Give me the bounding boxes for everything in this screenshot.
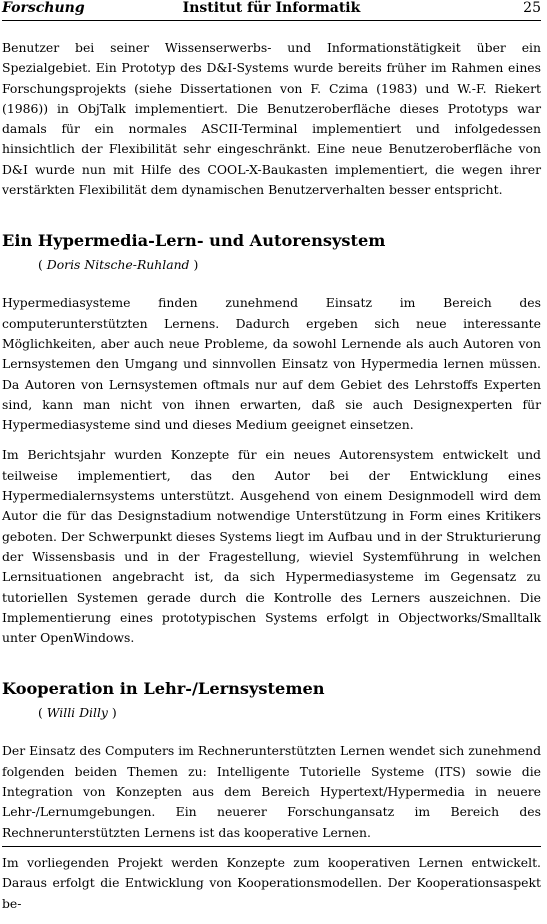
author-name: Willi Dilly (46, 705, 108, 721)
paragraph: Im vorliegenden Projekt werden Konzepte zum kooperativen Lernen entwickelt. Daraus erfolgt die Entwicklung von Kooperationsmodellen. Der Kooperationsaspekt be- (2, 854, 541, 911)
page-body (2, 38, 541, 924)
header-section-label: Forschung (2, 0, 85, 16)
paragraph: Hypermediasysteme finden zunehmend Einsatz im Bereich des computerunterstützten Lernens. Dadurch ergeben sich neue interessante Möglichkeiten, aber auch neue Probleme, da sowohl Lernende als auch Autoren von Lernsystemen den Umgang und sinnvollen Einsatz von Hypermedia lernen müssen. Da Autoren von Lernsystemen oftmals nur auf dem Gebiet des Lehrstoffs Experten sind, kann man nicht von ihnen erwarten, daß sie auch Designexperten für Hypermediasysteme sind und dieses Medium geeignet einsetzen. (2, 295, 541, 433)
page-number: 25 (523, 0, 541, 16)
author-name: Doris Nitsche-Ruhland (46, 257, 190, 273)
paragraph: Im Berichtsjahr wurden Konzepte für ein neues Autorensystem entwickelt und teilweise implementiert, das den Autor bei der Entwicklung eines Hypermedialernsystems unterstützt. Ausgehend von einem Designmodell wird dem Autor die für das Designstadium notwendige Unterstützung in Form eines Kritikers geboten. Der Schwerpunkt dieses Systems liegt im Aufbau und in der Strukturierung der Wissensbasis und in der Fragestellung, wieviel Systemführung in welchen Lernsituationen angebracht ist, da sich Hypermediasysteme im Gegensatz zu tutoriellen Systemen gerade durch die Kontrolle des Lerners auszeichnen. Die Implementierung eines prototypischen Systems erfolgt in Objectworks/Smalltalk unter OpenWindows. (2, 447, 541, 646)
section-author-kooperation: ( Willi Dilly ) (38, 705, 117, 721)
header-rule (2, 20, 541, 21)
footer-rule (2, 846, 541, 847)
paragraph: Der Einsatz des Computers im Rechnerunterstützten Lernen wendet sich zunehmend folgenden beiden Themen zu: Intelligente Tutorielle Systeme (ITS) sowie die Integration von Konzepten aus dem Bereich Hypertext/Hypermedia in neuere Lehr-/Lernumgebungen. Ein neuerer Forschungansatz im Bereich des Rechnerunterstützten Lernens ist das kooperative Lernen. (2, 743, 541, 840)
section-title-hypermedia: Ein Hypermedia-Lern- und Autorensystem (2, 231, 386, 251)
intro-paragraph: Benutzer bei seiner Wissenserwerbs- und Informationstätigkeit über ein Spezialgebiet. Ein Prototyp des D&I-Systems wurde bereits früher im Rahmen eines Forschungsprojekts (siehe Dissertationen von F. Czima (1983) und W.-F. Riekert (1986)) in ObjTalk implementiert. Die Benutzeroberfläche dieses Prototyps war damals für ein normales ASCII-Terminal implementiert und infolgedessen hinsichtlich der Flexibilität sehr eingeschränkt. Eine neue Benutzeroberfläche von D&I wurde nun mit Hilfe des COOL-X-Baukasten implementiert, die wegen ihrer verstärkten Flexibilität dem dynamischen Benutzerverhalten besser entspricht. (2, 40, 541, 198)
running-header (2, 0, 541, 19)
section-title-kooperation: Kooperation in Lehr-/Lernsystemen (2, 679, 325, 699)
header-institute: Institut für Informatik (182, 0, 361, 16)
section-author-hypermedia: ( Doris Nitsche-Ruhland ) (38, 257, 199, 273)
